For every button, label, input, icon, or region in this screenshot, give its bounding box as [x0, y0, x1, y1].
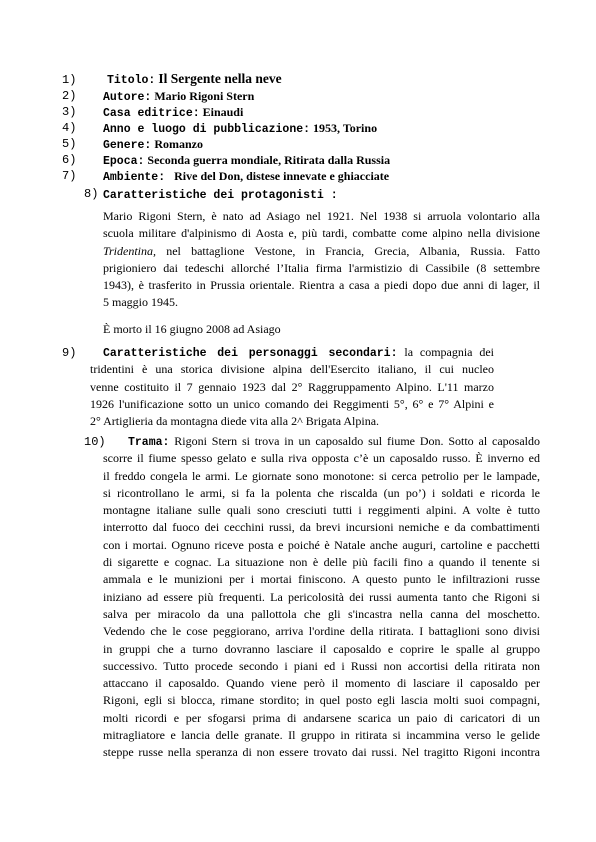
- item-number: 8): [84, 187, 99, 201]
- item-number: 7): [62, 169, 77, 183]
- plot-paragraph: [103, 433, 540, 762]
- paragraph-line: di sigarette e cognac. La situazione non è delle più facili fino a quando il tenente si: [103, 555, 540, 570]
- secondary-label: Caratteristiche dei personaggi secondari:: [103, 347, 398, 360]
- paragraph-line: con i mortai. Ognuno riceve posta e poiché è Natale anche auguri, cartoline e pacchetti: [103, 537, 540, 552]
- protagonists-paragraph: [103, 208, 540, 312]
- item-number: 2): [62, 89, 77, 103]
- paragraph-line: prigioniero dai tedeschi allorché l’Italia firma l'armistizio di Cassibile (8 settembre: [103, 260, 540, 275]
- paragraph-line: interrotto dal fuoco dei cecchini russi, da brevi incursioni nemiche e da combattimenti: [103, 520, 540, 535]
- paragraph-line: tridentini è una storica divisione alpina dell'Esercito italiano, il cui nucleo: [90, 362, 494, 377]
- title-value: Il Sergente nella neve: [158, 71, 282, 86]
- paragraph-line: ammala e le munizioni per i mortai finiscono. A questo punto le infiltrazioni russe: [103, 572, 540, 587]
- paragraph-line: 5 maggio 1945.: [103, 295, 178, 310]
- paragraph-line: salva per miracolo da una pallottola che gli s'incastra nella canna del moschetto.: [103, 606, 540, 621]
- publisher-value: Einaudi: [202, 105, 244, 119]
- item-number: 3): [62, 105, 77, 119]
- paragraph-line: in gruppi che a turno dovranno lasciare il caposaldo e coprire le spalle al gruppo: [103, 641, 540, 656]
- genre-label: Genere:: [103, 139, 152, 152]
- title-row: [107, 71, 282, 89]
- paragraph-line: Caratteristiche dei personaggi secondari: la compagnia dei: [103, 345, 494, 360]
- plot-label: Trama:: [128, 436, 170, 449]
- epoch-value: Seconda guerra mondiale, Ritirata dalla Russia: [147, 153, 391, 167]
- paragraph-line: il freddo congela le armi. Le giornate sono monotone: si cerca petrolio per le lampade,: [103, 468, 540, 483]
- paragraph-line: 1926 l'unificazione sotto un unico comando dei Reggimenti 5°, 6° e 7° Alpini e: [90, 396, 494, 411]
- paragraph-line: iniziano ad essere più frequenti. La pericolosità dei russi aumenta tanto che Rigoni si: [103, 589, 540, 604]
- setting-row: [103, 168, 389, 186]
- paragraph-line: 2° Artiglieria da montagna diede vita alla 2^ Brigata Alpina.: [90, 414, 380, 429]
- paragraph-line: Rigoni, egli si blocca, rimane stordito; in quel posto egli lascia molti suoi compagni,: [103, 693, 540, 708]
- item-number: 1): [62, 73, 77, 87]
- setting-label: Ambiente:: [103, 171, 166, 184]
- item-number: 9): [62, 346, 77, 360]
- paragraph-line: successivo. Tutto procede secondo i piani ed i Russi non accortisi della ritirata non: [103, 658, 540, 673]
- paragraph-line: attaccano il caposaldo. Quando viene però il momento di lasciare il caposaldo per: [103, 676, 540, 691]
- setting-value: Rive del Don, distese innevate e ghiacciate: [174, 169, 390, 183]
- paragraph-line: Mario Rigoni Stern, è nato ad Asiago nel 1921. Nel 1938 si arruola volontario alla: [103, 209, 540, 223]
- protagonists-heading: Caratteristiche dei protagonisti :: [103, 189, 338, 202]
- year-place-value: 1953, Torino: [313, 121, 378, 135]
- paragraph-line: Vedendo che le cose peggiorano, arriva l'ordine della ritirata. I battaglioni sono divisi: [103, 624, 540, 639]
- paragraph-line: venne costituito il 7 gennaio 1923 dal 2° Raggruppamento Alpino. L'11 marzo: [90, 379, 494, 394]
- paragraph-line: scuola militare d'alpinismo di Aosta e, più tardi, combatte come alpino nella divisione: [103, 226, 540, 241]
- paragraph-line: mitragliatore e lancia delle granate. Il gruppo in ritirata si incammina verso le gelide: [103, 728, 540, 743]
- paragraph-line: scorre il fiume spesso gelato e sulla riva opposta c’è un caposaldo russo. È inverno ed: [103, 451, 540, 466]
- item-number: 4): [62, 121, 77, 135]
- paragraph-line: 1943), è trasferito in Prussia orientale. Rientra a casa a piedi dopo due anni di lager, il: [103, 278, 540, 293]
- paragraph-line: molti ricordi e per sfogarsi prima di andarsene scarica un paio di caricatori di un: [103, 710, 540, 725]
- secondary-paragraph: [90, 344, 494, 430]
- publisher-label: Casa editrice:: [103, 107, 200, 120]
- item-number: 10): [84, 435, 106, 449]
- author-value: Mario Rigoni Stern: [154, 89, 255, 103]
- paragraph-line: si ricontrollano le armi, si fa la polenta che riscalda (un po’) i soldati e ricorda le: [103, 485, 540, 500]
- year-place-label: Anno e luogo di pubblicazione:: [103, 123, 311, 136]
- author-label: Autore:: [103, 91, 152, 104]
- epoch-label: Epoca:: [103, 155, 145, 168]
- paragraph-line: montagne italiane sulle quali sono cresciuti tutti i reggimenti alpini. A volte è tutto: [103, 503, 540, 518]
- italic-word: Tridentina,: [103, 243, 157, 258]
- paragraph-line: Trama: Rigoni Stern si trova in un caposaldo sul fiume Don. Sotto al caposaldo: [128, 434, 540, 449]
- item-number: 6): [62, 153, 77, 167]
- paragraph-line: steppe russe nella speranza di non essere trovato dai russi. Nel tragitto Rigoni incontra: [103, 745, 540, 760]
- death-note: È morto il 16 giugno 2008 ad Asiago: [103, 322, 281, 336]
- item-number: 5): [62, 137, 77, 151]
- paragraph-line: Tridentina, nel battaglione Vestone, in Francia, Grecia, Albania, Russia. Fatto: [103, 243, 540, 258]
- title-label: Titolo:: [107, 74, 156, 87]
- genre-value: Romanzo: [154, 137, 203, 151]
